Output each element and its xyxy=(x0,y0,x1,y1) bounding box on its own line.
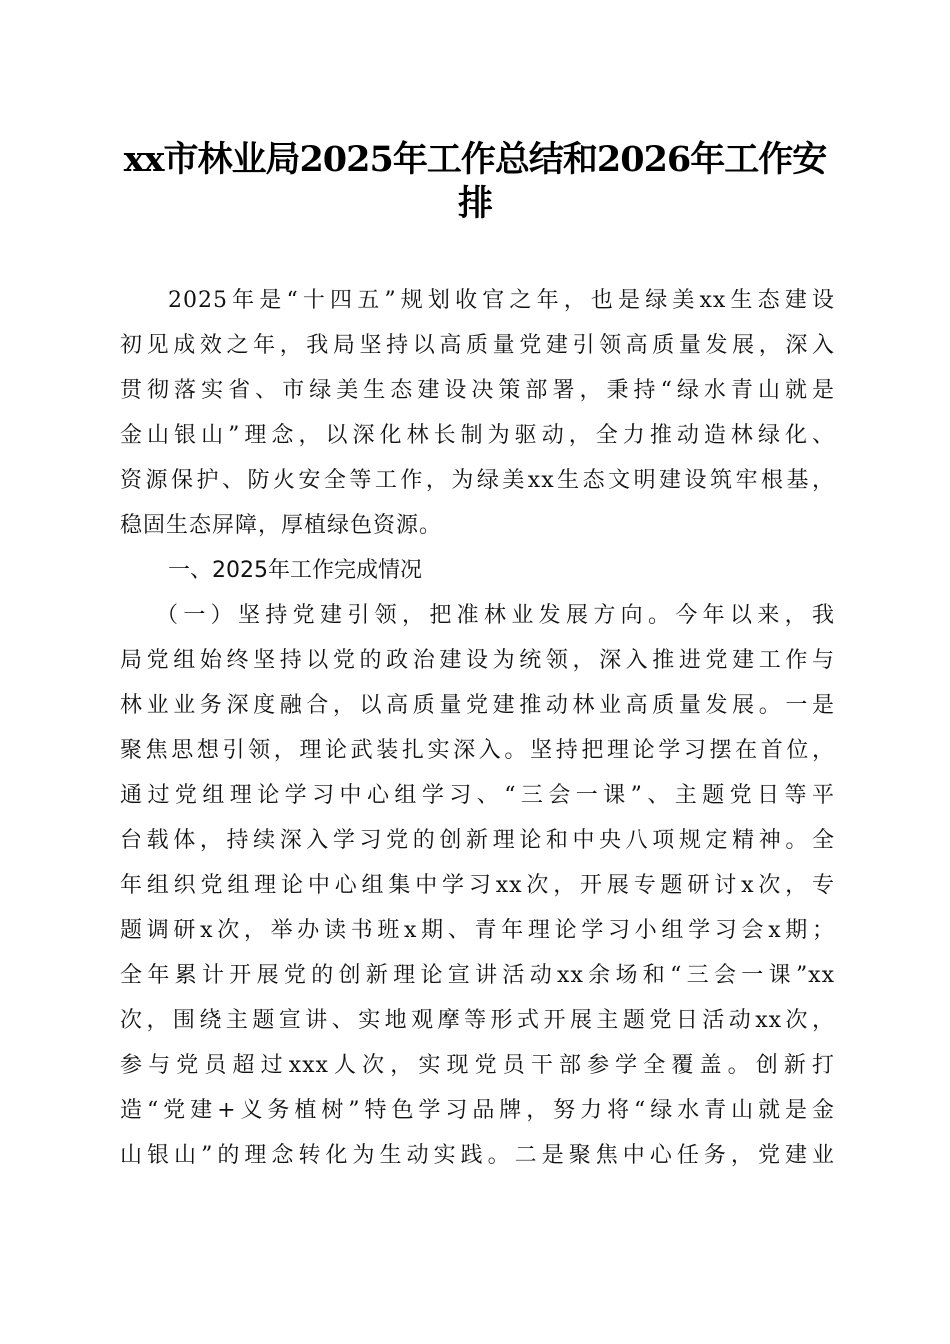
document-title xyxy=(80,138,870,226)
paragraph-line: 参与党员超过xxx人次，实现党员干部参学全覆盖。创新打 xyxy=(120,1053,835,1078)
intro-line: 稳固生态屏障，厚植绿色资源。 xyxy=(120,513,443,538)
intro-line: 2025年是“十四五”规划收官之年，也是绿美xx生态建设 xyxy=(168,288,835,313)
paragraph-line: 全年累计开展党的创新理论宣讲活动xx余场和“三会一课”xx xyxy=(120,963,835,988)
paragraph-line: 山银山”的理念转化为生动实践。二是聚焦中心任务，党建业 xyxy=(120,1143,835,1168)
paragraph-line: 造“党建+义务植树”特色学习品牌，努力将“绿水青山就是金 xyxy=(120,1098,835,1123)
intro-line: 资源保护、防火安全等工作，为绿美xx生态文明建设筑牢根基， xyxy=(120,468,835,493)
paragraph-line: 局党组始终坚持以党的政治建设为统领，深入推进党建工作与 xyxy=(120,648,835,673)
intro-line: 初见成效之年，我局坚持以高质量党建引领高质量发展，深入 xyxy=(120,333,835,358)
paragraph-line: 通过党组理论学习中心组学习、“三会一课”、主题党日等平 xyxy=(120,783,835,808)
paragraph-line: 林业业务深度融合，以高质量党建推动林业高质量发展。一是 xyxy=(120,693,835,718)
paragraph-line: 年组织党组理论中心组集中学习xx次，开展专题研讨x次，专 xyxy=(120,873,835,898)
paragraph-line: （一）坚持党建引领，把准林业发展方向。今年以来，我 xyxy=(156,603,835,628)
section-heading: 一、2025年工作完成情况 xyxy=(168,558,422,583)
title-line-2: 排 xyxy=(457,183,492,224)
intro-line: 贯彻落实省、市绿美生态建设决策部署，秉持“绿水青山就是 xyxy=(120,378,835,403)
title-line-1: xx市林业局2025年工作总结和2026年工作安 xyxy=(123,139,827,180)
intro-line: 金山银山”理念，以深化林长制为驱动，全力推动造林绿化、 xyxy=(120,423,835,448)
section-1-1-paragraph xyxy=(120,593,835,1178)
paragraph-line: 聚焦思想引领，理论武装扎实深入。坚持把理论学习摆在首位， xyxy=(120,738,835,763)
paragraph-line: 题调研x次，举办读书班x期、青年理论学习小组学习会x期； xyxy=(120,918,835,943)
intro-paragraph xyxy=(120,278,835,548)
paragraph-line: 次，围绕主题宣讲、实地观摩等形式开展主题党日活动xx次， xyxy=(120,1008,835,1033)
document-body xyxy=(120,278,835,1178)
paragraph-line: 台载体，持续深入学习党的创新理论和中央八项规定精神。全 xyxy=(120,828,835,853)
